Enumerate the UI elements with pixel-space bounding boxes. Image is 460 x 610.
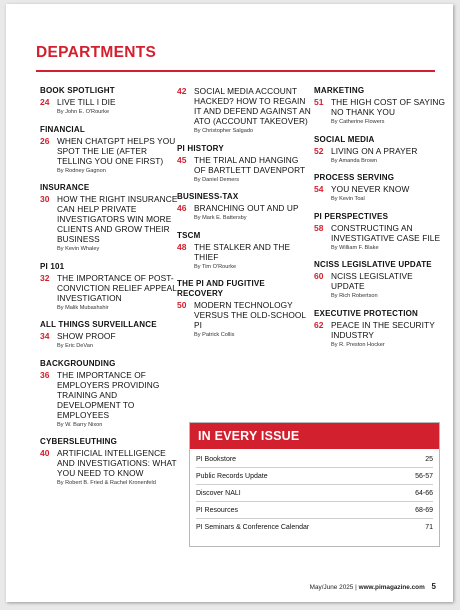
article-page-number: 40: [40, 448, 50, 458]
toc-entry[interactable]: [314, 260, 446, 301]
section-heading: TSCM: [177, 230, 201, 240]
toc-column-2: [177, 86, 312, 348]
article-byline: By Catherine Flowers: [331, 119, 385, 125]
article-page-number: 32: [40, 272, 50, 283]
article-byline: By Mark E. Battersby: [194, 215, 247, 221]
article-byline: By Eric DeVan: [57, 343, 93, 349]
article-title: BRANCHING OUT AND UP: [194, 203, 299, 213]
toc-entry[interactable]: [314, 173, 446, 204]
article-line: [177, 242, 312, 262]
heading-divider: [36, 70, 435, 72]
item-label: PI Resources: [196, 506, 239, 514]
item-label: PI Seminars & Conference Calendar: [196, 524, 310, 531]
section-heading: BACKGROUNDING: [40, 358, 116, 368]
article-line: [177, 155, 312, 175]
article-byline: By Malik Mubashshir: [57, 304, 109, 311]
section-heading: BUSINESS-TAX: [177, 192, 239, 201]
list-item[interactable]: [196, 468, 433, 485]
page-footer: [310, 582, 436, 591]
article-page-number: 30: [40, 194, 50, 204]
article-byline: By Rodney Gagnon: [57, 167, 106, 174]
article-line: [314, 184, 446, 194]
article-page-number: 48: [177, 241, 187, 252]
article-title: THE HIGH COST OF SAYING NO THANK YOU: [331, 97, 446, 117]
article-page-number: 51: [314, 97, 324, 107]
section-heading: SOCIAL MEDIA: [314, 134, 375, 144]
toc-entry[interactable]: [314, 135, 446, 166]
item-pages: 68-69: [415, 506, 433, 514]
item-pages: 25: [425, 455, 433, 463]
article-line: [40, 97, 180, 107]
article-line: [177, 86, 312, 126]
toc-entry[interactable]: [40, 183, 180, 254]
article-title: WHEN CHATGPT HELPS YOU SPOT THE LIE (AFTER TELLING YOU ONE FIRST): [57, 135, 176, 166]
section-heading: MARKETING: [314, 86, 365, 95]
article-page-number: 52: [314, 145, 324, 156]
article-title: SHOW PROOF: [57, 331, 116, 341]
article-line: [314, 146, 446, 156]
article-line: [314, 223, 446, 243]
article-page-number: 45: [177, 154, 187, 165]
section-heading: ALL THINGS SURVEILLANCE: [40, 320, 157, 329]
section-heading: PI HISTORY: [177, 143, 224, 153]
toc-entry[interactable]: [40, 125, 180, 176]
toc-entry[interactable]: [40, 437, 180, 488]
article-byline: By John E. O'Rourke: [57, 109, 110, 115]
section-heading: EXECUTIVE PROTECTION: [314, 308, 419, 318]
list-item[interactable]: [196, 451, 433, 468]
toc-entry[interactable]: [40, 359, 180, 430]
article-line: [40, 273, 180, 303]
article-byline: By Patrick Collis: [194, 332, 235, 338]
list-item[interactable]: [196, 519, 433, 536]
in-every-issue-list: [190, 449, 439, 536]
footer-separator: |: [355, 584, 357, 591]
section-heading: NCISS LEGISLATIVE UPDATE: [314, 260, 432, 269]
article-byline: By Rich Robertson: [331, 293, 378, 299]
section-heading: INSURANCE: [40, 183, 90, 192]
item-label: PI Bookstore: [196, 455, 237, 463]
magazine-page: [6, 4, 453, 602]
article-byline: By Amanda Brown: [331, 157, 378, 164]
section-heading: PI 101: [40, 261, 65, 271]
article-page-number: 60: [314, 271, 324, 281]
article-line: [40, 331, 180, 341]
article-byline: By Daniel Demers: [194, 176, 240, 183]
article-page-number: 46: [177, 203, 187, 213]
footer-issue-date: May/June 2025: [309, 584, 354, 591]
article-line: [314, 320, 446, 340]
section-heading: PROCESS SERVING: [314, 173, 395, 182]
article-line: [314, 97, 446, 117]
article-page-number: 42: [177, 86, 187, 96]
toc-entry[interactable]: [177, 279, 312, 340]
article-title: THE STALKER AND THE THIEF: [194, 241, 291, 262]
article-line: [177, 203, 312, 213]
item-pages: 71: [425, 524, 433, 531]
article-title: THE IMPORTANCE OF POST-CONVICTION RELIEF APPEAL INVESTIGATION: [57, 272, 177, 303]
footer-website-link[interactable]: www.pimagazine.com: [358, 584, 425, 591]
article-byline: By Tim O'Rourke: [194, 263, 237, 270]
article-title: YOU NEVER KNOW: [331, 184, 410, 194]
toc-entry[interactable]: [40, 262, 180, 313]
item-pages: 64-66: [415, 489, 433, 497]
article-title: THE TRIAL AND HANGING OF BARTLETT DAVENPORT: [194, 154, 306, 175]
article-byline: By William F. Blake: [331, 244, 379, 251]
section-heading: THE PI AND FUGITIVE RECOVERY: [177, 279, 265, 298]
article-title: LIVE TILL I DIE: [57, 97, 116, 107]
toc-entry[interactable]: [177, 192, 312, 223]
article-byline: By Kevin Whaley: [57, 246, 100, 252]
in-every-issue-box: [189, 422, 440, 547]
article-title: CONSTRUCTING AN INVESTIGATIVE CASE FILE: [331, 222, 441, 243]
article-byline: By Christopher Salgado: [194, 128, 254, 134]
article-title: HOW THE RIGHT INSURANCE CAN HELP PRIVATE INVESTIGATORS WIN MORE CLIENTS AND GROW THEIR BUSINESS: [57, 194, 178, 244]
article-page-number: 36: [40, 369, 50, 380]
toc-entry[interactable]: [177, 144, 312, 185]
toc-entry[interactable]: [177, 86, 312, 136]
section-heading: CYBERSLEUTHING: [40, 437, 118, 446]
toc-entry[interactable]: [314, 212, 446, 253]
article-line: [177, 300, 312, 330]
article-title: NCISS LEGISLATIVE UPDATE: [331, 271, 413, 291]
item-label: Public Records Update: [196, 472, 268, 480]
toc-entry[interactable]: [40, 86, 180, 117]
article-title: THE IMPORTANCE OF EMPLOYERS PROVIDING TRAINING AND DEVELOPMENT TO EMPLOYEES: [57, 369, 160, 420]
article-page-number: 54: [314, 184, 324, 194]
article-byline: By Robert B. Fried & Rachel Kronenfeld: [57, 480, 156, 486]
article-page-number: 24: [40, 97, 50, 107]
toc-column-3: [314, 86, 446, 357]
departments-heading: DEPARTMENTS: [36, 44, 157, 61]
toc-entry[interactable]: [314, 309, 446, 350]
article-page-number: 50: [177, 300, 187, 310]
article-byline: By W. Barry Nixon: [57, 421, 103, 428]
article-title: LIVING ON A PRAYER: [331, 145, 418, 156]
list-item[interactable]: [196, 502, 433, 519]
article-title: PEACE IN THE SECURITY INDUSTRY: [331, 319, 435, 340]
section-heading: BOOK SPOTLIGHT: [40, 86, 115, 95]
article-page-number: 58: [314, 222, 324, 233]
item-pages: 56-57: [415, 472, 433, 480]
article-byline: By Kevin Toal: [331, 196, 365, 202]
article-page-number: 26: [40, 135, 50, 146]
page-number: 5: [431, 582, 436, 591]
item-label: Discover NALI: [196, 489, 241, 497]
article-page-number: 62: [314, 319, 324, 330]
article-line: [40, 370, 180, 420]
in-every-issue-title: IN EVERY ISSUE: [190, 423, 439, 449]
toc-column-1: [40, 86, 180, 496]
article-title: ARTIFICIAL INTELLIGENCE AND INVESTIGATIONS: WHAT YOU NEED TO KNOW: [57, 448, 177, 478]
toc-entry[interactable]: [314, 86, 446, 127]
article-line: [314, 271, 446, 291]
article-line: [40, 194, 180, 244]
section-heading: FINANCIAL: [40, 124, 85, 134]
section-heading: PI PERSPECTIVES: [314, 211, 389, 221]
list-item[interactable]: [196, 485, 433, 502]
toc-entry[interactable]: [177, 231, 312, 272]
article-title: SOCIAL MEDIA ACCOUNT HACKED? HOW TO REGAIN IT AND DEFEND AGAINST AN ATO (ACCOUNT TAKEOVER): [194, 86, 311, 126]
toc-entry[interactable]: [40, 320, 180, 351]
article-title: MODERN TECHNOLOGY VERSUS THE OLD-SCHOOL PI: [194, 300, 306, 330]
article-line: [40, 448, 180, 478]
article-byline: By R. Preston Hocker: [331, 341, 385, 348]
article-page-number: 34: [40, 331, 50, 341]
article-line: [40, 136, 180, 166]
